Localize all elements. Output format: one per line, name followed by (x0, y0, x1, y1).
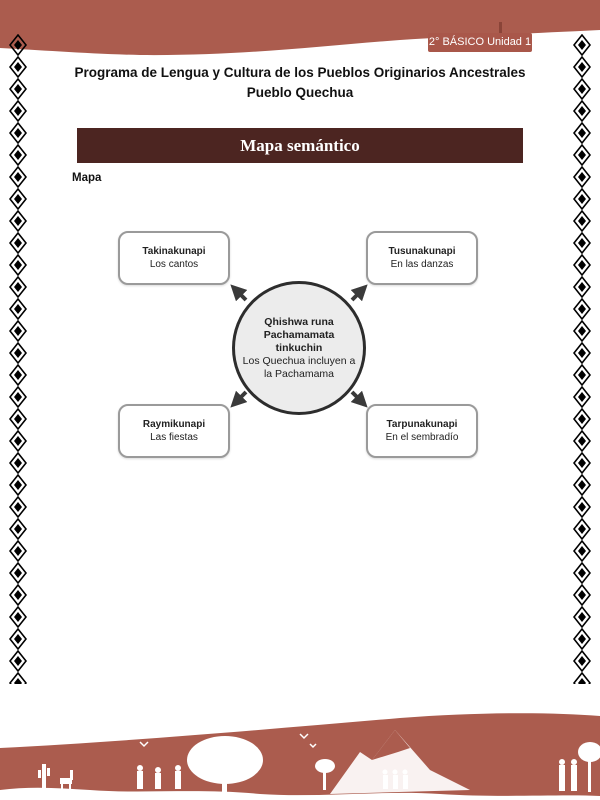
center-title-line1: Qhishwa runa (264, 315, 334, 328)
program-title-line2: Pueblo Quechua (246, 85, 354, 100)
map-node-bottom-left (118, 404, 230, 458)
node-title: Takinakunapi (142, 246, 206, 257)
node-title: Tusunakunapi (388, 246, 456, 257)
arrow-top-left-icon (236, 290, 246, 300)
arrow-bottom-right-icon (352, 392, 362, 402)
node-title: Raymikunapi (142, 419, 206, 430)
unit-badge: 2° BÁSICO Unidad 1 (428, 33, 532, 52)
arrow-top-right-icon (352, 290, 362, 300)
section-label: Mapa (72, 172, 102, 184)
map-center-node (232, 281, 366, 415)
bottom-landscape-banner (0, 690, 600, 800)
program-title-line1: Programa de Lengua y Cultura de los Pueblos Originarios Ancestrales (74, 65, 526, 80)
center-subtitle-line2: la Pachamama (263, 367, 335, 380)
center-title-line2: Pachamamata (263, 328, 335, 341)
node-subtitle: Los cantos (149, 259, 199, 270)
arrow-bottom-left-icon (236, 392, 246, 402)
center-title-line3: tinkuchin (275, 341, 323, 354)
node-subtitle: En las danzas (390, 259, 454, 270)
map-node-top-left (118, 231, 230, 285)
map-node-bottom-right (366, 404, 478, 458)
section-title-bar: Mapa semántico (77, 128, 523, 163)
node-subtitle: Las fiestas (150, 432, 198, 443)
map-node-top-right (366, 231, 478, 285)
center-subtitle-line1: Los Quechua incluyen a (242, 354, 356, 367)
node-title: Tarpunakunapi (386, 419, 458, 430)
node-subtitle: En el sembradío (385, 432, 459, 443)
